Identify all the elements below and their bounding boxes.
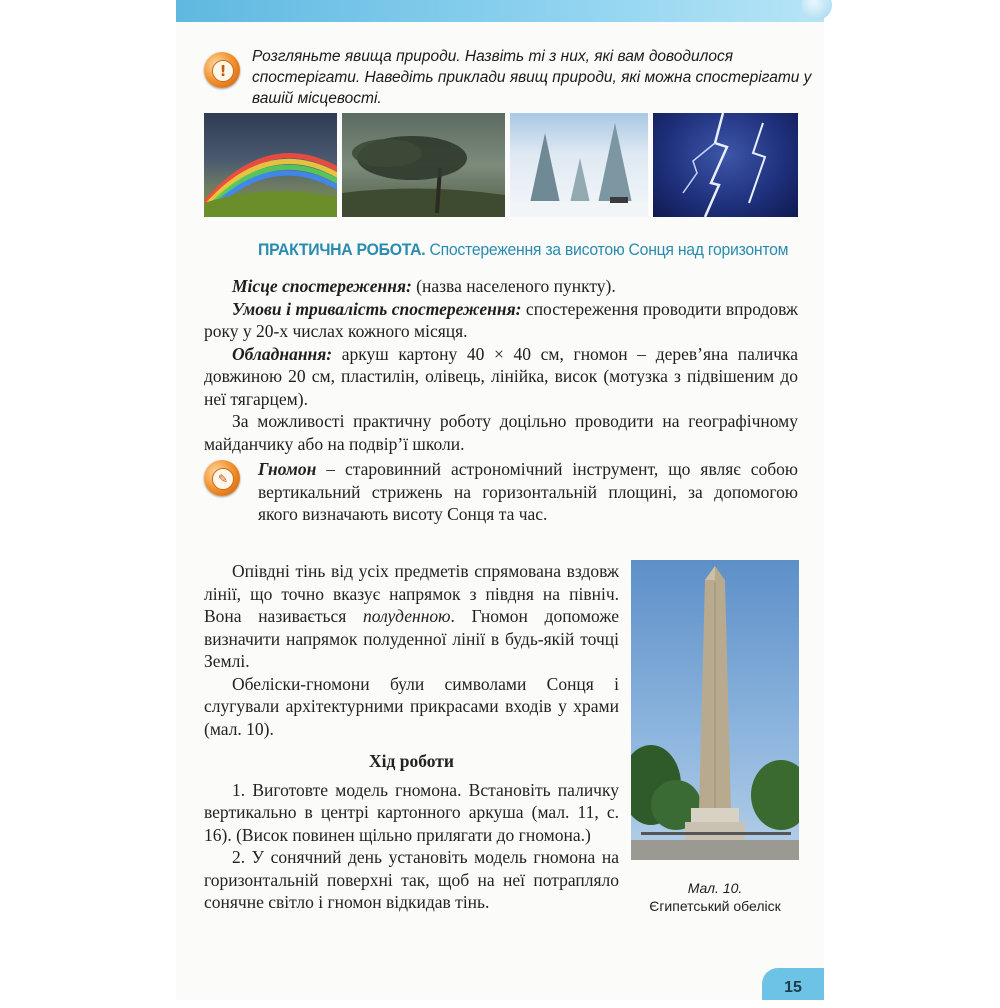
step-1: 1. Виготовте модель гномона. Встановіть паличку вертикально в центрі картонного аркуша (мал. 11, с. 16). (Висок повинен щільно прилягати до гномона.) bbox=[204, 779, 619, 845]
steps-heading: Хід роботи bbox=[369, 751, 454, 771]
practical-work-body bbox=[204, 275, 798, 455]
attention-icon: ! bbox=[204, 52, 240, 88]
conditions-label: Умови і тривалість спостереження: bbox=[232, 298, 522, 319]
lightning-photo bbox=[653, 113, 798, 217]
textbook-page bbox=[176, 0, 824, 1000]
conditions-text: спостереження проводити впродовж року у 20-х числах кожного місяця. bbox=[204, 298, 798, 341]
definition-block bbox=[204, 458, 798, 526]
left-column-text bbox=[204, 560, 619, 914]
definition-icon: ✎ bbox=[204, 460, 240, 496]
conditions-paragraph bbox=[204, 298, 798, 343]
obelisk-paragraph: Обеліски-гномони були символами Сонця і слугували архітектурними прикрасами входів у храми (мал. 10). bbox=[204, 673, 619, 739]
practical-work-title bbox=[258, 240, 789, 260]
place-text: (назва населеного пункту). bbox=[416, 276, 616, 296]
figure-number: Мал. 10. bbox=[687, 880, 743, 896]
wind-storm-photo bbox=[342, 113, 505, 217]
equipment-paragraph bbox=[204, 343, 798, 411]
place-paragraph bbox=[204, 275, 798, 298]
equipment-label: Обладнання: bbox=[232, 343, 333, 364]
definition-term: Гномон bbox=[258, 459, 317, 479]
practical-work-label: ПРАКТИЧНА РОБОТА. bbox=[258, 240, 426, 259]
place-label: Місце спостереження: bbox=[232, 276, 412, 296]
figure-caption bbox=[623, 879, 807, 915]
practical-work-topic: Спостереження за висотою Сонця над горизонтом bbox=[429, 240, 789, 259]
definition-text: – старовинний астрономічний інструмент, що являє собою вертикальний стрижень на горизонтальній площині, за допомогою якого визначають висоту Сонця та час. bbox=[258, 459, 798, 524]
note-paragraph: За можливості практичну роботу доцільно проводити на географічному майданчику або на подвір’ї школи. bbox=[204, 411, 798, 454]
equipment-text: аркуш картону 40 × 40 см, гномон – дерев’яна паличка довжиною 20 см, пластилін, олівець, лінійка, висок (мотузка з підвішеним до неї тягарцем). bbox=[204, 343, 798, 409]
top-color-band bbox=[176, 0, 824, 22]
rainbow-photo bbox=[204, 113, 337, 217]
figure-title: Єгипетський обеліск bbox=[649, 898, 781, 914]
snowy-park-photo bbox=[510, 113, 648, 217]
question-text: Розгляньте явища природи. Назвіть ті з них, які вам доводилося спостерігати. Наведіть приклади явищ природи, які можна спостерігати у вашій місцевості. bbox=[252, 48, 812, 107]
noon-shadow-paragraph: Опівдні тінь від усіх предметів спрямована вздовж лінії, що точно вказує напрямок з півдня на північ. Вона називається полуденною. Гномон допоможе визначити напрямок полуденної лінії в будь-якій точці Землі. bbox=[204, 561, 619, 671]
page-curl-decoration bbox=[802, 0, 832, 20]
step-2: 2. У сонячний день установіть модель гномона на горизонтальній поверхні так, щоб на неї потрапляло сонячне світло і гномон відкидав тінь. bbox=[204, 847, 619, 912]
obelisk-photo bbox=[631, 560, 799, 860]
noon-term: полуденною bbox=[363, 606, 451, 626]
page-number: 15 bbox=[762, 968, 824, 1000]
